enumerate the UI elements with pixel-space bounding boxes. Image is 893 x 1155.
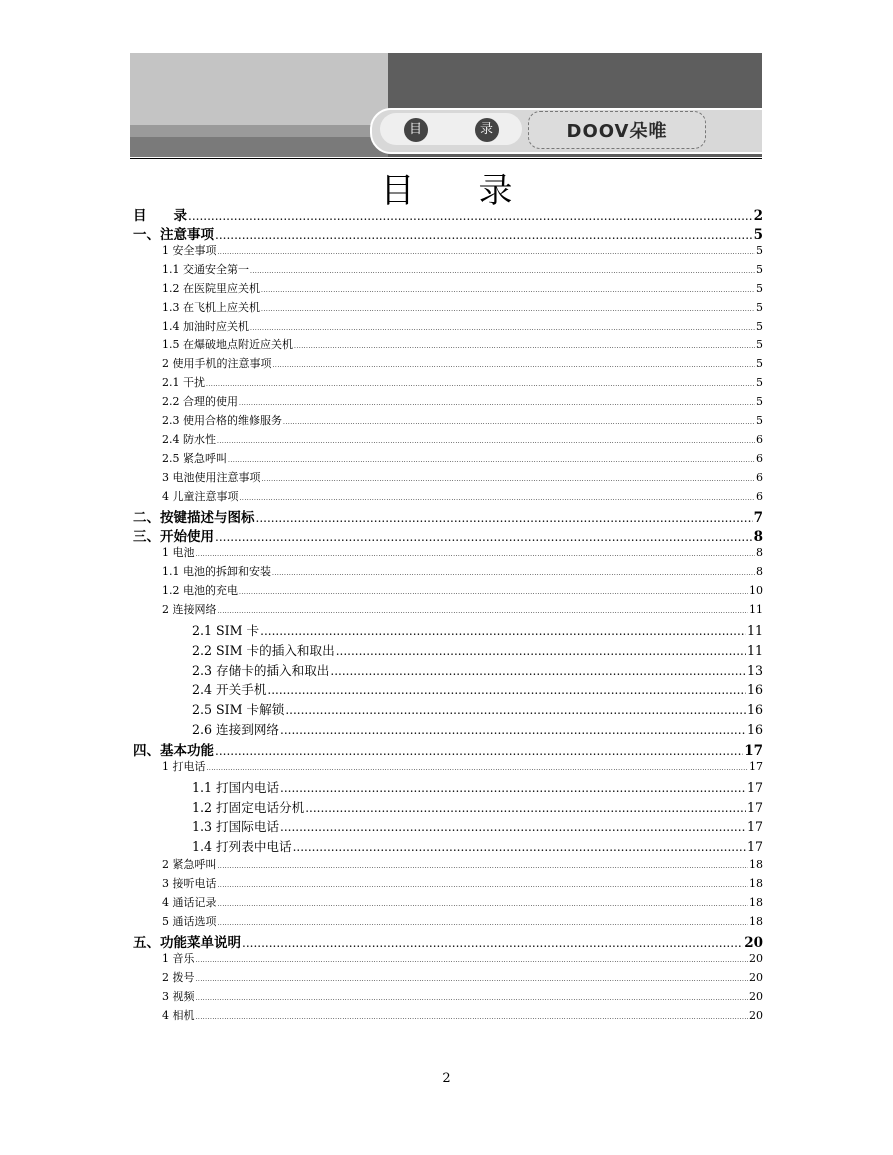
toc-entry-page: 13 [746,662,763,678]
toc-dot-leader [196,546,756,559]
toc-entry-page: 8 [756,565,763,579]
toc-entry-page: 5 [756,281,763,295]
toc-entry-page: 5 [753,227,763,243]
toc-entry[interactable] [133,699,763,719]
toc-dot-leader [280,722,746,737]
toc-entry-label: 1.3 在飞机上应关机 [162,300,260,314]
toc-entry[interactable] [133,280,763,299]
toc-dot-leader [273,357,756,370]
toc-entry-page: 5 [756,338,763,352]
toc-dot-leader [228,452,755,465]
toc-entry[interactable] [133,261,763,280]
toc-entry-page: 20 [749,952,763,966]
toc-entry[interactable] [133,913,763,932]
toc-entry-label: 1 电池 [162,546,195,560]
toc-entry-page: 16 [746,702,763,718]
toc-dot-leader [196,952,749,965]
toc-entry-page: 11 [746,623,763,639]
toc-dot-leader [215,227,753,243]
toc-entry-label: 4 通话记录 [162,895,217,909]
toc-entry[interactable] [133,620,763,640]
toc-entry-label: 2.2 合理的使用 [162,395,238,409]
toc-entry[interactable] [133,988,763,1007]
page-number: 2 [442,1071,451,1086]
toc-entry-label: 四、基本功能 [133,742,214,759]
toc-dot-leader [218,244,756,257]
toc-dot-leader [285,702,746,717]
toc-entry-page: 20 [744,935,763,952]
toc-dot-leader [188,208,753,224]
toc-entry[interactable] [133,719,763,739]
toc-entry-label: 2 使用手机的注意事项 [162,357,272,371]
toc-dot-leader [240,490,756,503]
toc-dot-leader [218,603,749,616]
toc-entry-label: 一、注意事项 [133,227,214,243]
toc-entry[interactable] [133,450,763,469]
toc-entry-label: 1.2 在医院里应关机 [162,281,260,295]
toc-dot-leader [262,471,756,484]
toc-entry[interactable] [133,739,763,758]
toc-entry-label: 2 拨号 [162,971,195,985]
toc-entry-page: 20 [749,990,763,1004]
toc-entry-label: 目 录 [133,208,187,224]
toc-entry-label: 1.4 打列表中电话 [192,839,292,855]
toc-dot-leader [215,743,743,759]
title-char-1: 目 [380,171,415,211]
toc-entry-page: 17 [746,799,763,815]
toc-dot-leader [261,282,755,295]
toc-entry-page: 17 [746,819,763,835]
toc-entry-page: 2 [753,208,763,224]
toc-entry[interactable] [133,758,763,777]
toc-entry-page: 8 [756,546,763,560]
toc-entry[interactable] [133,469,763,488]
toc-entry-page: 11 [746,642,763,658]
toc-entry-page: 18 [749,876,763,890]
toc-entry[interactable] [133,355,763,374]
toc-entry-page: 6 [756,489,763,503]
toc-dot-leader [239,395,755,408]
toc-entry-page: 8 [753,529,763,546]
toc-dot-leader [294,338,755,351]
toc-entry[interactable] [133,336,763,355]
banner-light-panel [130,53,388,125]
toc-entry-page: 6 [756,432,763,446]
toc-entry-page: 16 [746,722,763,738]
toc-dot-leader [336,643,746,658]
toc-entry-label: 2 紧急呼叫 [162,857,217,871]
toc-entry[interactable] [133,679,763,699]
toc-entry-page: 6 [756,470,763,484]
toc-dot-leader [215,529,753,545]
toc-dot-leader [218,877,749,890]
toc-entry-page: 20 [749,1009,763,1023]
toc-entry[interactable] [133,836,763,856]
toc-entry[interactable] [133,412,763,431]
toc-entry-label: 2.6 连接到网络 [192,722,280,738]
toc-entry[interactable] [133,563,763,582]
toc-entry[interactable] [133,488,763,507]
toc-entry-label: 4 儿童注意事项 [162,489,239,503]
toc-entry-page: 7 [753,510,763,527]
toc-entry[interactable] [133,525,763,544]
toc-entry[interactable] [133,797,763,817]
toc-entry-page: 16 [746,682,763,698]
toc-entry[interactable] [133,506,763,525]
toc-entry[interactable] [133,393,763,412]
toc-dot-leader [256,510,753,526]
toc-entry[interactable] [133,318,763,337]
toc-dot-leader [330,663,746,678]
toc-entry[interactable] [133,856,763,875]
toc-entry-label: 2.5 SIM 卡解锁 [192,702,285,718]
toc-dot-leader [280,780,746,795]
toc-entry-label: 1.1 电池的拆卸和安装 [162,565,271,579]
toc-entry-page: 20 [749,971,763,985]
toc-entry-page: 5 [756,262,763,276]
toc-entry-label: 2.1 干扰 [162,376,205,390]
toc-entry-page: 5 [756,319,763,333]
toc-entry-page: 17 [746,779,763,795]
toc-entry-label: 1.2 打固定电话分机 [192,799,305,815]
toc-entry[interactable] [133,969,763,988]
toc-dot-leader [206,376,755,389]
toc-dot-leader [280,819,746,834]
toc-dot-leader [217,433,755,446]
toc-entry[interactable] [133,660,763,680]
toc-entry-label: 1 音乐 [162,952,195,966]
toc-entry-page: 5 [756,414,763,428]
toc-entry-page: 18 [749,914,763,928]
toc-entry-label: 1.1 打国内电话 [192,779,280,795]
toc-entry-label: 2.3 存储卡的插入和取出 [192,662,330,678]
toc-entry-label: 1.3 打国际电话 [192,819,280,835]
brand-logo: DOOV朵唯 [528,111,706,149]
toc-entry[interactable] [133,950,763,969]
toc-entry[interactable] [133,1007,763,1026]
toc-entry-label: 2.4 防水性 [162,432,216,446]
toc-entry[interactable] [133,223,763,242]
toc-entry[interactable] [133,431,763,450]
toc-entry-label: 2.5 紧急呼叫 [162,451,227,465]
toc-entry-label: 1 安全事项 [162,244,217,257]
toc-entry-label: 3 视频 [162,990,195,1004]
toc-entry-label: 2.3 使用合格的维修服务 [162,414,282,428]
toc-entry-page: 17 [749,759,763,773]
toc-dot-leader [196,990,749,1003]
toc-entry-page: 6 [756,451,763,465]
banner-stripe-low [130,137,388,157]
toc-dot-leader [207,760,749,773]
toc-entry[interactable] [133,777,763,797]
toc-entry[interactable] [133,894,763,913]
toc-entry[interactable] [133,242,763,261]
toc-entry-label: 二、按键描述与图标 [133,510,255,527]
toc-entry[interactable] [133,875,763,894]
toc-entry-page: 5 [756,244,763,257]
toc-entry-label: 2 连接网络 [162,603,217,617]
toc-entry[interactable] [133,544,763,563]
toc-dot-leader [242,935,743,951]
toc-entry-label: 2.1 SIM 卡 [192,623,260,639]
toc-entry[interactable] [133,374,763,393]
header-banner [130,53,762,157]
toc-entry[interactable] [133,299,763,318]
table-of-contents [133,204,763,1026]
toc-entry-page: 5 [756,300,763,314]
toc-entry-page: 17 [746,839,763,855]
toc-entry-label: 2.2 SIM 卡的插入和取出 [192,642,335,658]
toc-entry-label: 1.2 电池的充电 [162,584,238,598]
toc-dot-leader [218,858,749,871]
toc-dot-leader [196,1009,749,1022]
toc-entry[interactable] [133,582,763,601]
title-char-2: 录 [478,171,513,211]
toc-dot-leader [293,839,746,854]
toc-entry-page: 5 [756,376,763,390]
toc-dot-leader [218,915,749,928]
toc-entry-label: 1.1 交通安全第一 [162,262,249,276]
toc-dot-leader [272,565,755,578]
toc-entry-label: 3 电池使用注意事项 [162,470,261,484]
banner-section-title [380,115,522,145]
toc-entry[interactable] [133,640,763,660]
toc-entry-label: 五、功能菜单说明 [133,935,241,952]
toc-entry-label: 1 打电话 [162,759,206,773]
toc-dot-leader [305,800,746,815]
toc-entry-page: 5 [756,395,763,409]
toc-dot-leader [261,301,755,314]
banner-stripe [130,125,388,137]
toc-entry-page: 17 [744,742,763,759]
header-divider [130,158,762,159]
toc-entry[interactable] [133,816,763,836]
toc-dot-leader [260,623,746,638]
toc-dot-leader [196,971,749,984]
toc-entry-page: 11 [749,603,763,617]
toc-entry-label: 3 接听电话 [162,876,217,890]
toc-entry-page: 18 [749,895,763,909]
toc-dot-leader [250,320,755,333]
toc-entry-label: 4 相机 [162,1009,195,1023]
toc-dot-leader [267,682,746,697]
toc-dot-leader [283,414,755,427]
banner-title-char-2: 录 [475,118,499,142]
toc-entry-page: 10 [749,584,763,598]
toc-entry-page: 18 [749,857,763,871]
toc-entry[interactable] [133,204,763,223]
toc-entry-label: 2.4 开关手机 [192,682,267,698]
toc-entry[interactable] [133,601,763,620]
toc-entry-page: 5 [756,357,763,371]
toc-entry-label: 1.5 在爆破地点附近应关机 [162,338,293,352]
toc-entry-label: 1.4 加油时应关机 [162,319,249,333]
banner-title-char-1: 目 [404,118,428,142]
toc-entry-label: 三、开始使用 [133,529,214,546]
toc-dot-leader [218,896,749,909]
toc-entry[interactable] [133,931,763,950]
toc-entry-label: 5 通话选项 [162,914,217,928]
toc-dot-leader [239,584,748,597]
toc-dot-leader [250,263,755,276]
